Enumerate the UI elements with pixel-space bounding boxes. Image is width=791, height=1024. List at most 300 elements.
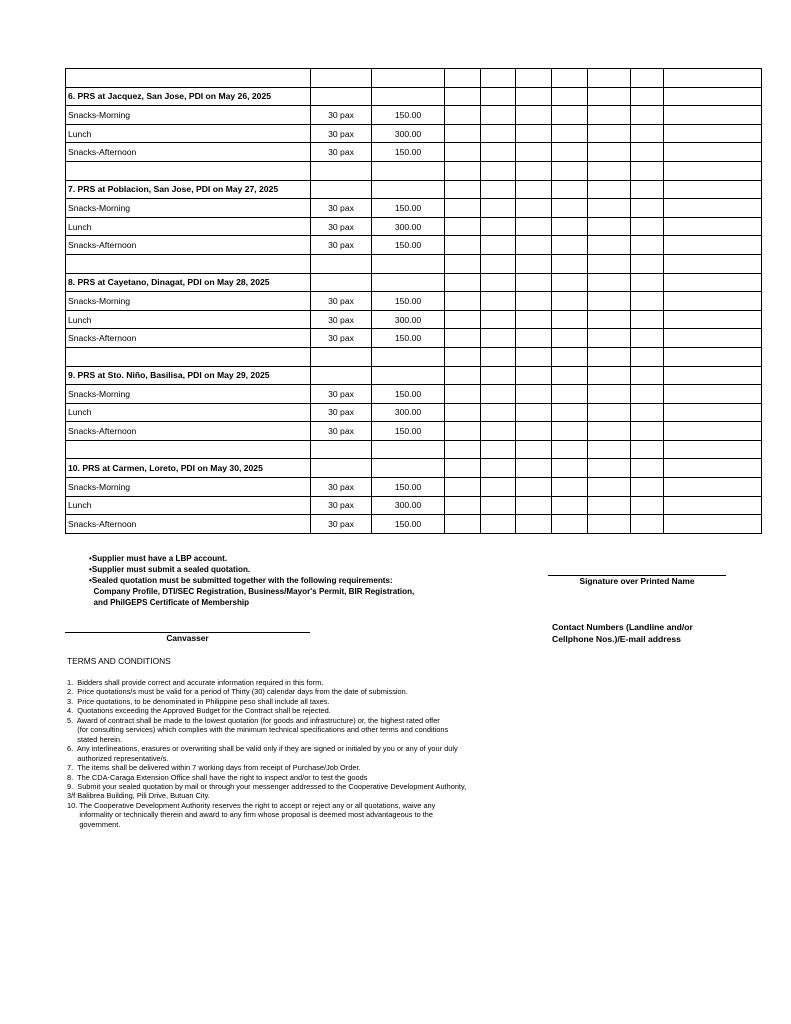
blank-cell	[588, 161, 631, 180]
blank-cell	[481, 143, 516, 162]
blank-cell	[631, 329, 664, 348]
blank-cell	[516, 292, 552, 311]
blank-cell	[516, 106, 552, 125]
blank-cell	[516, 403, 552, 422]
blank-cell	[516, 161, 552, 180]
blank-cell	[631, 347, 664, 366]
contact-line: Contact Numbers (Landline and/or	[552, 622, 693, 632]
blank-cell	[552, 496, 588, 515]
item-description-cell: Snacks-Afternoon	[66, 422, 311, 441]
item-description-cell: Snacks-Afternoon	[66, 143, 311, 162]
unit-price-cell: 300.00	[372, 496, 445, 515]
unit-price-cell: 150.00	[372, 478, 445, 497]
item-description-cell: 10. PRS at Carmen, Loreto, PDI on May 30, 2025	[66, 459, 311, 478]
note-line: •Sealed quotation must be submitted together with the following requirements:	[89, 576, 393, 586]
blank-cell	[552, 161, 588, 180]
table-row	[66, 217, 762, 236]
blank-cell	[664, 459, 762, 478]
blank-cell	[588, 403, 631, 422]
blank-cell	[588, 143, 631, 162]
blank-cell	[631, 478, 664, 497]
blank-cell	[445, 217, 481, 236]
blank-cell	[552, 180, 588, 199]
blank-cell	[664, 440, 762, 459]
blank-cell	[516, 124, 552, 143]
blank-cell	[588, 69, 631, 88]
quantity-cell: 30 pax	[311, 422, 372, 441]
item-description-cell: Lunch	[66, 217, 311, 236]
table-row	[66, 385, 762, 404]
blank-cell	[481, 385, 516, 404]
blank-cell	[481, 273, 516, 292]
note-line: and PhilGEPS Certificate of Membership	[89, 598, 250, 608]
blank-cell	[664, 422, 762, 441]
blank-cell	[445, 496, 481, 515]
table-row	[66, 329, 762, 348]
blank-cell	[445, 478, 481, 497]
quantity-cell: 30 pax	[311, 385, 372, 404]
blank-cell	[631, 366, 664, 385]
blank-cell	[631, 87, 664, 106]
blank-cell	[516, 366, 552, 385]
unit-price-cell: 150.00	[372, 422, 445, 441]
blank-cell	[631, 310, 664, 329]
blank-cell	[588, 347, 631, 366]
blank-cell	[588, 478, 631, 497]
table-row	[66, 478, 762, 497]
item-description-cell: Lunch	[66, 124, 311, 143]
quantity-cell: 30 pax	[311, 106, 372, 125]
table-row	[66, 236, 762, 255]
quantity-cell: 30 pax	[311, 478, 372, 497]
blank-cell	[552, 199, 588, 218]
blank-cell	[516, 385, 552, 404]
blank-cell	[588, 106, 631, 125]
blank-cell	[445, 161, 481, 180]
blank-cell	[588, 496, 631, 515]
blank-cell	[664, 161, 762, 180]
blank-cell	[516, 347, 552, 366]
item-description-cell: Snacks-Afternoon	[66, 515, 311, 534]
blank-cell	[664, 254, 762, 273]
blank-cell	[552, 69, 588, 88]
item-description-cell	[66, 347, 311, 366]
blank-cell	[552, 310, 588, 329]
blank-cell	[481, 515, 516, 534]
blank-cell	[588, 292, 631, 311]
section-header-row	[66, 273, 762, 292]
blank-cell	[552, 385, 588, 404]
quantity-cell	[311, 254, 372, 273]
contact-line: Cellphone Nos.)/E-mail address	[552, 634, 681, 644]
blank-cell	[588, 236, 631, 255]
blank-cell	[664, 199, 762, 218]
blank-cell	[445, 87, 481, 106]
quantity-cell: 30 pax	[311, 124, 372, 143]
blank-cell	[481, 69, 516, 88]
quantity-cell: 30 pax	[311, 310, 372, 329]
unit-price-cell	[372, 347, 445, 366]
unit-price-cell	[372, 459, 445, 478]
unit-price-cell: 300.00	[372, 310, 445, 329]
blank-cell	[481, 478, 516, 497]
term-line: 1. Bidders shall provide correct and accurate information required in this form.	[67, 678, 324, 687]
item-description-cell: Snacks-Morning	[66, 385, 311, 404]
terms-list	[67, 678, 466, 829]
item-description-cell: Lunch	[66, 310, 311, 329]
item-description-cell: Snacks-Morning	[66, 199, 311, 218]
blank-cell	[664, 515, 762, 534]
item-description-cell: Lunch	[66, 496, 311, 515]
quantity-cell	[311, 273, 372, 292]
blank-cell	[631, 236, 664, 255]
unit-price-cell: 150.00	[372, 199, 445, 218]
term-line: 2. Price quotations/s must be valid for a period of Thirty (30) calendar days from the date of submission.	[67, 687, 408, 697]
blank-cell	[445, 292, 481, 311]
table-body	[66, 69, 762, 534]
blank-cell	[588, 385, 631, 404]
unit-price-cell: 300.00	[372, 403, 445, 422]
unit-price-cell	[372, 440, 445, 459]
blank-cell	[516, 310, 552, 329]
quantity-cell	[311, 69, 372, 88]
blank-cell	[445, 366, 481, 385]
blank-cell	[664, 385, 762, 404]
unit-price-cell	[372, 273, 445, 292]
supplier-requirements	[89, 553, 414, 608]
term-line: authorized representative/s.	[67, 753, 169, 763]
blank-cell	[664, 329, 762, 348]
blank-cell	[664, 180, 762, 199]
blank-cell	[481, 347, 516, 366]
blank-cell	[445, 310, 481, 329]
blank-cell	[552, 124, 588, 143]
blank-cell	[631, 124, 664, 143]
blank-cell	[552, 422, 588, 441]
blank-cell	[481, 217, 516, 236]
blank-cell	[445, 69, 481, 88]
term-line: 5. Award of contract shall be made to the lowest quotation (for goods and infrastructure) or, the highest rated offer	[67, 715, 440, 725]
blank-cell	[481, 87, 516, 106]
blank-cell	[631, 440, 664, 459]
item-description-cell: 7. PRS at Poblacion, San Jose, PDI on May 27, 2025	[66, 180, 311, 199]
blank-cell	[588, 180, 631, 199]
blank-cell	[481, 199, 516, 218]
blank-cell	[664, 69, 762, 88]
blank-cell	[631, 403, 664, 422]
blank-cell	[516, 440, 552, 459]
unit-price-cell: 150.00	[372, 515, 445, 534]
table-row	[66, 143, 762, 162]
blank-cell	[516, 459, 552, 478]
blank-cell	[516, 496, 552, 515]
table-row	[66, 310, 762, 329]
blank-cell	[631, 385, 664, 404]
blank-cell	[664, 124, 762, 143]
terms-title: TERMS AND CONDITIONS	[67, 656, 171, 666]
quantity-cell: 30 pax	[311, 217, 372, 236]
blank-cell	[445, 385, 481, 404]
term-line: 7. The items shall be delivered within 7 working days from receipt of Purchase/Job Order.	[67, 763, 361, 773]
blank-cell	[631, 180, 664, 199]
blank-cell	[552, 366, 588, 385]
blank-cell	[588, 310, 631, 329]
unit-price-cell: 150.00	[372, 385, 445, 404]
blank-cell	[552, 478, 588, 497]
blank-cell	[631, 292, 664, 311]
table-row	[66, 515, 762, 534]
blank-cell	[588, 199, 631, 218]
quantity-cell: 30 pax	[311, 292, 372, 311]
quantity-cell	[311, 366, 372, 385]
item-description-cell: Snacks-Morning	[66, 478, 311, 497]
blank-cell	[445, 329, 481, 348]
blank-cell	[664, 478, 762, 497]
blank-cell	[516, 180, 552, 199]
blank-cell	[552, 515, 588, 534]
quantity-cell: 30 pax	[311, 236, 372, 255]
unit-price-cell: 150.00	[372, 329, 445, 348]
blank-cell	[664, 87, 762, 106]
section-header-row	[66, 87, 762, 106]
blank-cell	[588, 124, 631, 143]
blank-cell	[445, 273, 481, 292]
term-line: 6. Any interlineations, erasures or overwriting shall be valid only if they are signed or initialed by you or any of your duly	[67, 744, 458, 754]
spacer-row	[66, 161, 762, 180]
canvass-table	[65, 68, 762, 534]
unit-price-cell	[372, 69, 445, 88]
quantity-cell	[311, 161, 372, 180]
blank-cell	[631, 254, 664, 273]
blank-cell	[552, 143, 588, 162]
quantity-cell	[311, 459, 372, 478]
table-row	[66, 496, 762, 515]
item-description-cell: Snacks-Morning	[66, 106, 311, 125]
blank-cell	[552, 440, 588, 459]
blank-cell	[664, 310, 762, 329]
table-row	[66, 422, 762, 441]
unit-price-cell: 150.00	[372, 292, 445, 311]
blank-cell	[631, 143, 664, 162]
blank-cell	[664, 236, 762, 255]
blank-cell	[516, 199, 552, 218]
item-description-cell	[66, 254, 311, 273]
item-description-cell: Snacks-Afternoon	[66, 236, 311, 255]
blank-cell	[631, 422, 664, 441]
blank-cell	[481, 329, 516, 348]
blank-cell	[481, 254, 516, 273]
blank-cell	[631, 217, 664, 236]
blank-cell	[588, 515, 631, 534]
blank-cell	[481, 292, 516, 311]
canvasser-label: Canvasser	[166, 633, 209, 643]
note-line: Company Profile, DTI/SEC Registration, Business/Mayor's Permit, BIR Registration,	[89, 587, 415, 597]
unit-price-cell	[372, 180, 445, 199]
blank-cell	[552, 254, 588, 273]
blank-cell	[552, 87, 588, 106]
spacer-row	[66, 69, 762, 88]
section-header-row	[66, 180, 762, 199]
blank-cell	[445, 347, 481, 366]
item-description-cell	[66, 69, 311, 88]
blank-cell	[481, 496, 516, 515]
blank-cell	[516, 422, 552, 441]
quantity-cell: 30 pax	[311, 515, 372, 534]
unit-price-cell: 150.00	[372, 236, 445, 255]
quantity-cell	[311, 180, 372, 199]
term-line: 9. Submit your sealed quotation by mail or through your messenger addressed to the Cooperative Development Authority,	[67, 781, 467, 791]
blank-cell	[445, 459, 481, 478]
blank-cell	[664, 143, 762, 162]
blank-cell	[481, 422, 516, 441]
blank-cell	[588, 217, 631, 236]
blank-cell	[552, 347, 588, 366]
unit-price-cell: 150.00	[372, 143, 445, 162]
quantity-cell: 30 pax	[311, 199, 372, 218]
item-description-cell: 8. PRS at Cayetano, Dinagat, PDI on May 28, 2025	[66, 273, 311, 292]
blank-cell	[631, 199, 664, 218]
blank-cell	[631, 273, 664, 292]
blank-cell	[445, 403, 481, 422]
blank-cell	[516, 87, 552, 106]
note-line: •Supplier must have a LBP account.	[89, 554, 228, 563]
blank-cell	[445, 199, 481, 218]
blank-cell	[664, 347, 762, 366]
blank-cell	[588, 87, 631, 106]
blank-cell	[631, 161, 664, 180]
term-line: (for consulting services) which complies with the minimum technical specifications and other terms and conditions	[67, 725, 449, 735]
blank-cell	[631, 459, 664, 478]
quantity-cell	[311, 347, 372, 366]
blank-cell	[481, 459, 516, 478]
quantity-cell: 30 pax	[311, 496, 372, 515]
table-row	[66, 292, 762, 311]
blank-cell	[664, 106, 762, 125]
term-line: 3/f Balibrea Building, Pili Drive, Butuan City.	[67, 791, 210, 801]
blank-cell	[445, 254, 481, 273]
term-line: informality or technically therein and award to any firm whose proposal is deemed most advantageous to the	[67, 810, 434, 820]
blank-cell	[445, 515, 481, 534]
section-header-row	[66, 366, 762, 385]
table-row	[66, 124, 762, 143]
blank-cell	[552, 236, 588, 255]
blank-cell	[588, 254, 631, 273]
item-description-cell: Lunch	[66, 403, 311, 422]
blank-cell	[631, 515, 664, 534]
blank-cell	[481, 403, 516, 422]
spacer-row	[66, 440, 762, 459]
unit-price-cell	[372, 366, 445, 385]
blank-cell	[445, 422, 481, 441]
item-description-cell	[66, 161, 311, 180]
blank-cell	[516, 273, 552, 292]
item-description-cell: Snacks-Morning	[66, 292, 311, 311]
item-description-cell	[66, 440, 311, 459]
blank-cell	[588, 459, 631, 478]
contact-label	[552, 621, 693, 645]
blank-cell	[552, 329, 588, 348]
blank-cell	[631, 69, 664, 88]
blank-cell	[552, 459, 588, 478]
unit-price-cell	[372, 161, 445, 180]
note-line: •Supplier must submit a sealed quotation.	[89, 565, 251, 575]
blank-cell	[516, 478, 552, 497]
blank-cell	[445, 180, 481, 199]
quantity-cell	[311, 87, 372, 106]
blank-cell	[664, 292, 762, 311]
quantity-cell: 30 pax	[311, 329, 372, 348]
blank-cell	[516, 236, 552, 255]
quantity-cell: 30 pax	[311, 403, 372, 422]
blank-cell	[631, 496, 664, 515]
section-header-row	[66, 459, 762, 478]
blank-cell	[481, 124, 516, 143]
term-line: 10. The Cooperative Development Authority reserves the right to accept or reject any or all quotations, waive any	[67, 800, 436, 810]
blank-cell	[445, 440, 481, 459]
blank-cell	[516, 143, 552, 162]
blank-cell	[481, 161, 516, 180]
table-row	[66, 403, 762, 422]
blank-cell	[445, 143, 481, 162]
item-description-cell: 6. PRS at Jacquez, San Jose, PDI on May 26, 2025	[66, 87, 311, 106]
blank-cell	[516, 515, 552, 534]
signature-label: Signature over Printed Name	[579, 576, 695, 586]
blank-cell	[481, 180, 516, 199]
blank-cell	[481, 440, 516, 459]
blank-cell	[664, 217, 762, 236]
unit-price-cell	[372, 87, 445, 106]
table-row	[66, 106, 762, 125]
blank-cell	[588, 366, 631, 385]
blank-cell	[552, 217, 588, 236]
blank-cell	[516, 217, 552, 236]
term-line: stated herein.	[67, 734, 123, 744]
blank-cell	[588, 329, 631, 348]
blank-cell	[552, 403, 588, 422]
unit-price-cell: 150.00	[372, 106, 445, 125]
blank-cell	[516, 329, 552, 348]
blank-cell	[588, 273, 631, 292]
quantity-cell: 30 pax	[311, 143, 372, 162]
blank-cell	[445, 236, 481, 255]
blank-cell	[481, 310, 516, 329]
table-row	[66, 199, 762, 218]
blank-cell	[552, 273, 588, 292]
blank-cell	[664, 496, 762, 515]
item-description-cell: 9. PRS at Sto. Niño, Basilisa, PDI on May 29, 2025	[66, 366, 311, 385]
blank-cell	[445, 106, 481, 125]
unit-price-cell: 300.00	[372, 124, 445, 143]
blank-cell	[631, 106, 664, 125]
quantity-cell	[311, 440, 372, 459]
blank-cell	[664, 366, 762, 385]
blank-cell	[481, 106, 516, 125]
blank-cell	[664, 403, 762, 422]
blank-cell	[445, 124, 481, 143]
blank-cell	[481, 236, 516, 255]
blank-cell	[664, 273, 762, 292]
unit-price-cell: 300.00	[372, 217, 445, 236]
blank-cell	[516, 254, 552, 273]
unit-price-cell	[372, 254, 445, 273]
term-line: 3. Price quotations, to be denominated in Philippine peso shall include all taxes.	[67, 696, 330, 706]
spacer-row	[66, 254, 762, 273]
blank-cell	[588, 440, 631, 459]
blank-cell	[481, 366, 516, 385]
term-line: government.	[67, 819, 121, 829]
blank-cell	[552, 292, 588, 311]
item-description-cell: Snacks-Afternoon	[66, 329, 311, 348]
